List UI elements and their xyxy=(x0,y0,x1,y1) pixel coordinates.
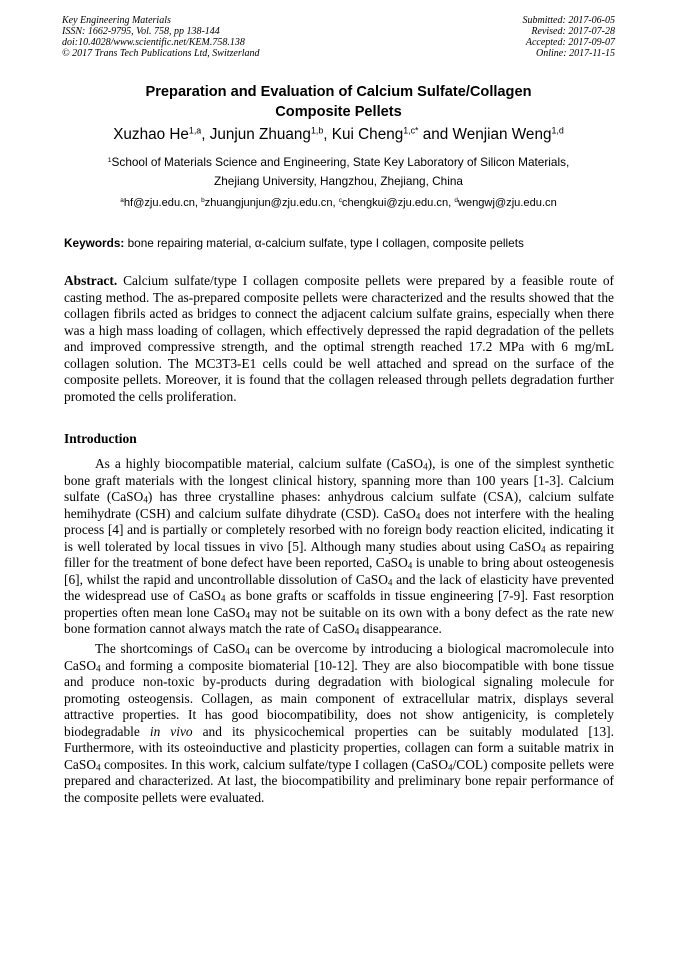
title-line-1: Preparation and Evaluation of Calcium Sulfate/Collagen xyxy=(145,84,532,100)
online-date: Online: 2017-11-15 xyxy=(536,48,615,59)
keywords xyxy=(64,236,617,251)
author-name: Wenjian Weng xyxy=(452,126,552,143)
author-sup: 1,a xyxy=(188,125,202,136)
email-link[interactable]: chengkui@zju.edu.cn xyxy=(341,197,449,209)
submitted-date: Submitted: 2017-06-05 xyxy=(522,15,615,26)
section-heading-introduction: Introduction xyxy=(64,431,137,446)
affiliation-sup: 1 xyxy=(107,156,112,164)
author-name: Xuzhao He xyxy=(113,126,189,143)
author-sup: 1,c* xyxy=(403,125,419,136)
abstract xyxy=(64,273,614,405)
intro-paragraph-2: The shortcomings of CaSO$_4$ can be overcome by introducing a biological macromolecule into CaSO$_4$ and forming a composite biomaterial [10-12]. They are also biocompatible with bone tissue and produce non-toxic by-products during degradation with biological signaling molecule for promoting osteogensis. Collagen, as main component of extracellular matrix, displays several attractive properties. It has good biocompatibility, does not show antigenicity, is completely biodegradable in vivo and its physicochemical properties can be suitably modulated [13]. Furthermore, with its osteoinductive and plasticity properties, collagen can form a suitable matrix in CaSO$_4$ composites. In this work, calcium sulfate/type I collagen (CaSO$_4$/COL) composite pellets were prepared and characterized. At last, the biocompatibility and preliminary bone repair performance of the composite pellets were evaluated. xyxy=(64,641,615,805)
copyright-line: © 2017 Trans Tech Publications Ltd, Switzerland xyxy=(62,48,260,59)
doi-line: doi:10.4028/www.scientific.net/KEM.758.138 xyxy=(62,37,245,48)
journal-header xyxy=(62,15,260,59)
keywords-text: bone repairing material, α-calcium sulfate, type I collagen, composite pellets xyxy=(127,236,524,250)
author-list: Xuzhao He$^{1,a}$, Junjun Zhuang$^{1,b}$, Kui Cheng$^{1,c*}$ and Wenjian Weng$^{1,d}$ xyxy=(113,125,564,143)
revised-date: Revised: 2017-07-28 xyxy=(531,26,615,37)
issn-line: ISSN: 1662-9795, Vol. 758, pp 138-144 xyxy=(62,26,220,37)
email-list: $^a$hf@zju.edu.cn, $^b$zhuangjunjun@zju.edu.cn, $^c$chengkui@zju.edu.cn, $^d$wengwj@zju.edu.cn xyxy=(120,197,557,209)
author-name: Junjun Zhuang xyxy=(209,126,311,143)
abstract-label: Abstract. xyxy=(64,273,118,288)
email-link[interactable]: hf@zju.edu.cn xyxy=(123,197,195,209)
dates-header xyxy=(523,15,616,59)
keywords-label: Keywords: xyxy=(64,236,125,250)
accepted-date: Accepted: 2017-09-07 xyxy=(525,37,615,48)
affiliation xyxy=(62,153,615,191)
journal-name: Key Engineering Materials xyxy=(62,15,171,26)
title-line-2: Composite Pellets xyxy=(275,104,402,120)
affiliation-line-1: School of Materials Science and Engineering, State Key Laboratory of Silicon Materials, xyxy=(111,155,570,169)
author-sup: 1,b xyxy=(310,125,324,136)
author-name: Kui Cheng xyxy=(331,126,404,143)
intro-paragraph-1: As a highly biocompatible material, calcium sulfate (CaSO$_4$), is one of the simplest synthetic bone graft materials with the longest clinical history, spanning more than 100 years [1-3]. Calcium sulfate (CaSO$_4$) has three crystalline phases: anhydrous calcium sulfate (CSA), calcium sulfate hemihydrate (CSH) and calcium sulfate dihydrate (CSD). CaSO$_4$ does not interfere with the healing process [4] and is partially or completely resorbed with no foreign body reaction elicited, indicating it is well tolerated by local tissues in vivo [5]. Although many studies about using CaSO$_4$ as repairing filler for the treatment of bone defect have been reported, CaSO$_4$ is unable to bring about osteogenesis [6], whilst the rapid and uncontrollable dissolution of CaSO$_4$ and the lack of elasticity have prevented the widespread use of CaSO$_4$ as bone grafts or scaffolds in tissue engineering [7-9]. Fast resorption properties often mean lone CaSO$_4$ may not be suitable on its own with a bony defect as the rate new bone formation cannot always match the rate of CaSO$_4$ disappearance. xyxy=(64,456,615,637)
email-link[interactable]: wengwj@zju.edu.cn xyxy=(457,197,557,209)
author-sup: 1,d xyxy=(551,125,564,136)
paper-title xyxy=(62,82,615,122)
affiliation-line-2: Zhejiang University, Hangzhou, Zhejiang, China xyxy=(214,174,463,188)
abstract-text: Calcium sulfate/type I collagen composite pellets were prepared by a feasible route of casting method. The as-prepared composite pellets were characterized and the results showed that the collagen fibrils acted as bridges to connect the adjacent calcium sulfate grains, especially when there was a high mass loading of collagen, which effectively depressed the rapid degradation of the pellets and improved compressive strength, and the optimal strength reached 17.2 MPa with 6 mg/mL collagen solution. The MC3T3-E1 cells could be well attached and spread on the surface of the composite pellets. Moreover, it is found that the collagen released through pellets degradation further promoted the cells proliferation. xyxy=(64,273,614,404)
email-link[interactable]: zhuangjunjun@zju.edu.cn xyxy=(204,197,333,209)
